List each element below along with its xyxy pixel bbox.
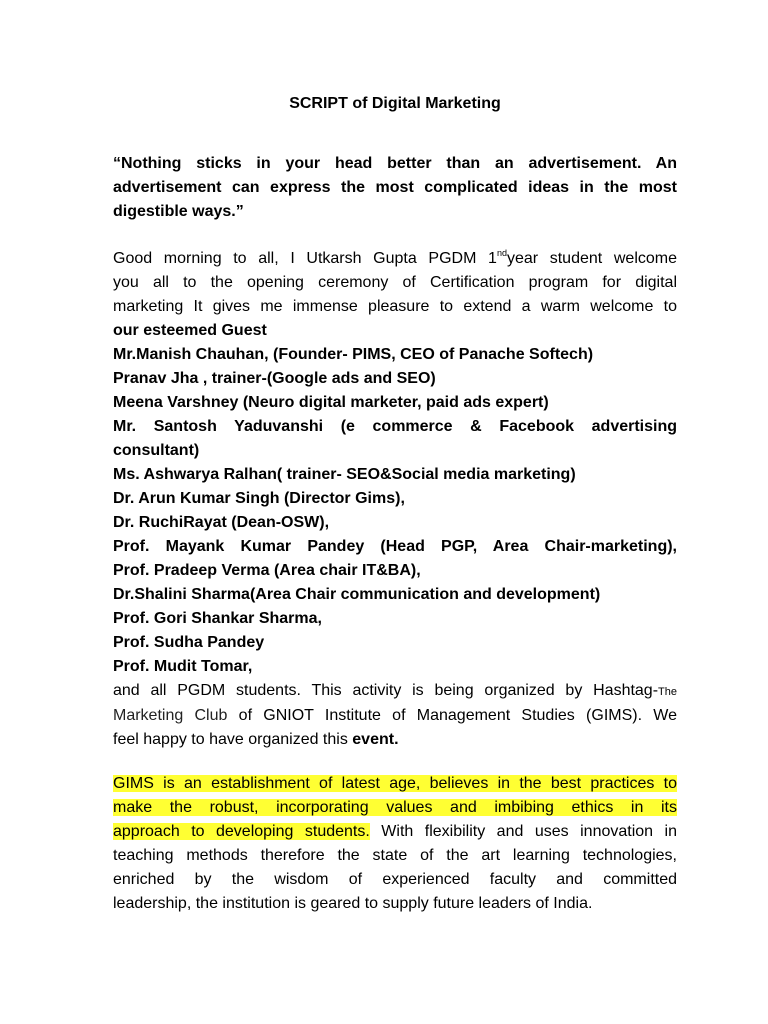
closing-text: of GNIOT Institute of Management Studies (GIMS). We (227, 707, 677, 724)
closing-line-1 (113, 679, 677, 704)
closing-text: and all PGDM students. This activity is being organized by Hashtag- (113, 682, 659, 699)
gims-section (113, 772, 677, 916)
guest-item: Meena Varshney (Neuro digital marketer, paid ads expert) (113, 394, 549, 411)
highlighted-text: approach to developing students. (113, 823, 370, 840)
guest-list (113, 343, 677, 679)
guest-item: Dr. Arun Kumar Singh (Director Gims), (113, 490, 405, 507)
guest-item: Prof. Mudit Tomar, (113, 658, 253, 675)
closing-line-2 (113, 704, 677, 728)
closing-text: feel happy to have organized this (113, 731, 353, 748)
gims-line-6: leadership, the institution is geared to supply future leaders of India. (113, 895, 593, 912)
highlighted-text: make the robust, incorporating values and imbibing ethics in its (113, 799, 677, 816)
gims-line-3 (113, 820, 677, 844)
ordinal-suffix: nd (496, 248, 507, 258)
gims-line-5: enriched by the wisdom of experienced faculty and committed (113, 871, 677, 888)
intro-line-1 (113, 247, 677, 271)
club-name: Marketing Club (113, 707, 228, 724)
intro-line-2: you all to the opening ceremony of Certification program for digital (113, 274, 677, 291)
guest-item: Dr. RuchiRayat (Dean-OSW), (113, 514, 330, 531)
club-name-prefix: The (658, 686, 677, 698)
gims-line-2 (113, 796, 677, 820)
welcome-section (113, 247, 677, 752)
intro-text: year student welcome (506, 250, 677, 267)
opening-quote: “Nothing sticks in your head better than an advertisement. An advertisement can express the most complicated ideas in the most digestible ways.” (113, 155, 677, 220)
guest-item: Mr. Santosh Yaduvanshi (e commerce & Facebook advertising (113, 418, 677, 435)
event-word: event. (352, 731, 399, 748)
gims-line-1 (113, 772, 677, 796)
intro-text: Good morning to all, I Utkarsh Gupta PGDM 1 (113, 250, 497, 267)
guest-item: Mr.Manish Chauhan, (Founder- PIMS, CEO of Panache Softech) (113, 346, 594, 363)
intro-line-3: marketing It gives me immense pleasure to extend a warm welcome to (113, 298, 677, 315)
gims-line-4: teaching methods therefore the state of the art learning technologies, (113, 847, 677, 864)
guest-item: Ms. Ashwarya Ralhan( trainer- SEO&Social media marketing) (113, 466, 576, 483)
highlighted-text: GIMS is an establishment of latest age, believes in the best practices to (113, 775, 677, 792)
guest-item: Pranav Jha , trainer-(Google ads and SEO) (113, 370, 436, 387)
guest-item: Prof. Gori Shankar Sharma, (113, 610, 322, 627)
intro-line-4: our esteemed Guest (113, 322, 267, 339)
guest-item: Prof. Sudha Pandey (113, 634, 265, 651)
document-title: SCRIPT of Digital Marketing (289, 95, 501, 112)
guest-item: Prof. Mayank Kumar Pandey (Head PGP, Area Chair-marketing), (113, 538, 677, 555)
closing-line-3 (113, 728, 677, 752)
guest-item: consultant) (113, 442, 200, 459)
guest-item: Dr.Shalini Sharma(Area Chair communication and development) (113, 586, 601, 603)
gims-text: With flexibility and uses innovation in (369, 823, 677, 840)
guest-item: Prof. Pradeep Verma (Area chair IT&BA), (113, 562, 421, 579)
